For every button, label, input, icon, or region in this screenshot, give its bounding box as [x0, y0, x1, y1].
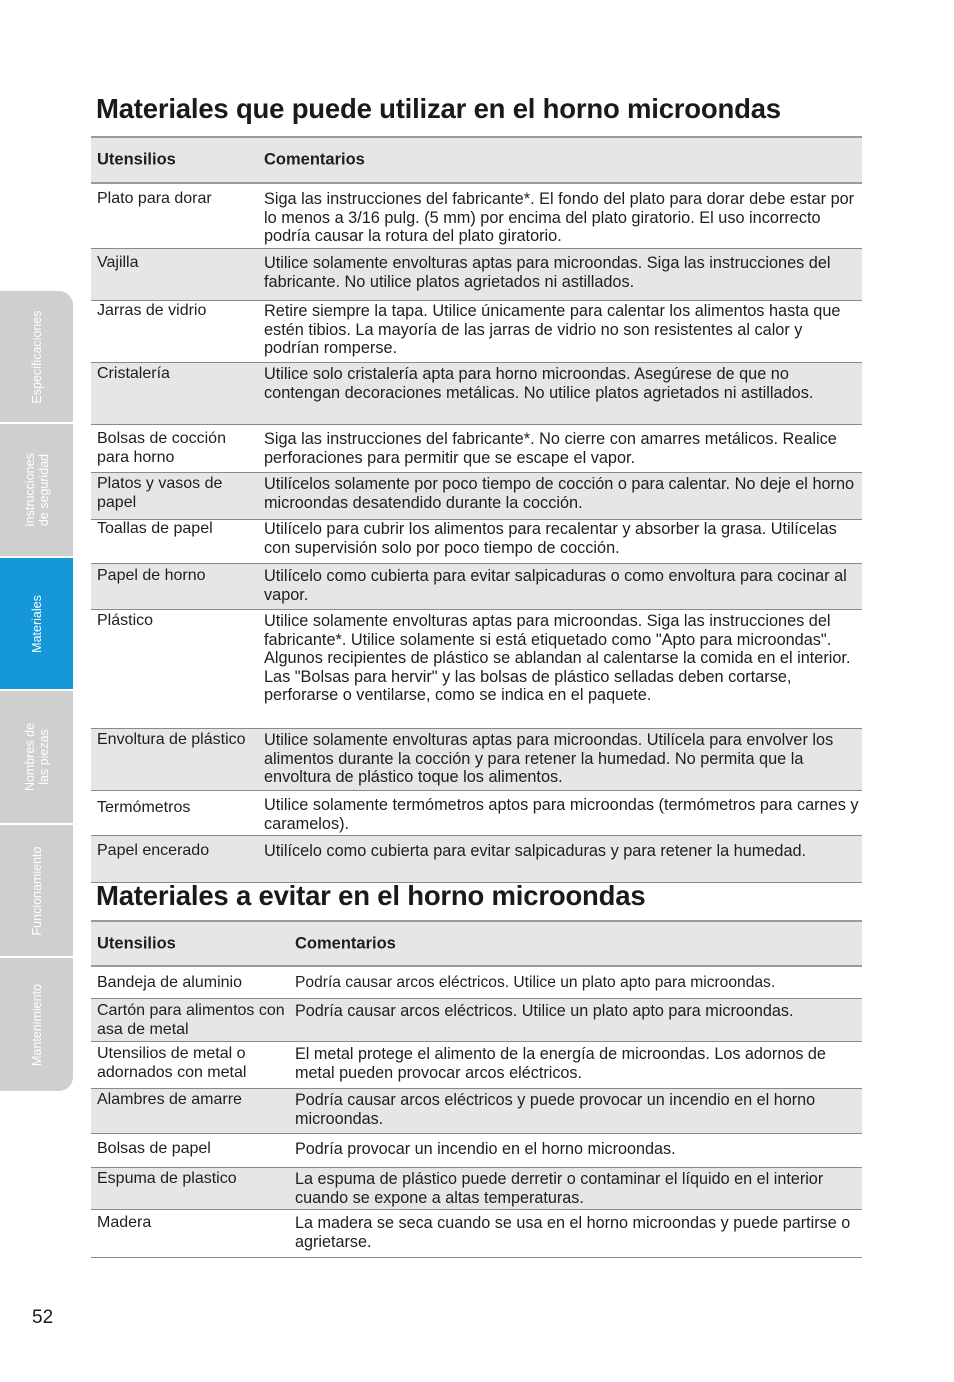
comment-cell: Siga las instrucciones del fabricante*. El fondo del plato para dorar debe estar por lo menos a 3/16 pulg. (5 mm) por encima del plato giratorio. El uso incorrecto podría causar la rotura del plato giratorio.: [264, 190, 855, 246]
comment-cell: Podría causar arcos eléctricos. Utilice un plato apto para microondas.: [295, 974, 776, 991]
comment-cell: Podría causar arcos eléctricos y puede provocar un incendio en el horno microondas.: [295, 1091, 816, 1128]
utensil-cell: Cristalería: [97, 365, 170, 382]
allowed-materials-table: [91, 138, 862, 883]
table-row: [91, 1168, 862, 1210]
utensil-cell: Plato para dorar: [97, 190, 212, 207]
comment-cell: Utilice solamente envolturas aptas para microondas. Siga las instrucciones del fabricante. No utilice platos agrietados ni astillados.: [264, 254, 831, 291]
utensil-cell: Madera: [97, 1214, 152, 1231]
tab-especificaciones[interactable]: [0, 291, 73, 424]
table-row: [91, 184, 862, 249]
utensil-cell: Bandeja de aluminio: [97, 974, 242, 991]
utensil-cell: Platos y vasos de papel: [97, 475, 223, 511]
table-row: [91, 836, 862, 883]
page-number: 52: [32, 1307, 54, 1328]
tab-mantenimiento[interactable]: [0, 958, 73, 1091]
utensil-cell: Cartón para alimentos con asa de metal: [97, 1002, 285, 1038]
utensil-cell: Plástico: [97, 612, 154, 629]
comment-cell: La espuma de plástico puede derretir o contaminar el líquido en el interior cuando se expone a altas temperaturas.: [295, 1170, 824, 1207]
table-header: [91, 922, 862, 967]
section-title: Materiales que puede utilizar en el horno microondas: [96, 93, 781, 124]
table-header: [91, 138, 862, 184]
comment-cell: Podría provocar un incendio en el horno microondas.: [295, 1140, 676, 1158]
comment-cell: Utilice solamente envolturas aptas para microondas. Siga las instrucciones del fabricante*. Utilice solamente si está etiquetado como "Apto para microondas". Algunos recipientes de plástico se ablandan al calentarse la comida en el interior. Las "Bolsas para hervir" y las bolsas de plástico selladas deben cortarse, perforarse o ventilarse, como se indica en el paquete.: [264, 612, 851, 705]
table-row: [91, 1210, 862, 1258]
utensil-cell: Toallas de papel: [97, 520, 213, 537]
comment-cell: La madera se seca cuando se usa en el horno microondas y puede partirse o agrietarse.: [295, 1214, 851, 1251]
utensil-cell: Termómetros: [97, 799, 191, 816]
tab-label: Instrucciones de seguridad: [22, 453, 51, 527]
utensil-cell: Bolsas de cocción para horno: [97, 430, 226, 466]
tab-materiales[interactable]: [0, 558, 73, 691]
tab-label: Mantenimiento: [29, 983, 44, 1066]
utensil-cell: Bolsas de papel: [97, 1140, 211, 1157]
section-side-tabs: [0, 291, 73, 1091]
table-row: [91, 425, 862, 473]
comment-cell: Siga las instrucciones del fabricante*. No cierre con amarres metálicos. Realice perforaciones para permitir que se escape el vapor.: [264, 430, 837, 467]
column-header-comments: Comentarios: [264, 150, 365, 169]
tab-funcionamiento[interactable]: [0, 825, 73, 958]
utensil-cell: Papel encerado: [97, 842, 210, 859]
comment-cell: Utilícelos solamente por poco tiempo de cocción o para calentar. No deje el horno microondas desatendido durante la cocción.: [264, 475, 855, 512]
table-row: [91, 249, 862, 301]
utensil-cell: Espuma de plastico: [97, 1170, 237, 1187]
comment-cell: Utilícelo como cubierta para evitar salpicaduras y para retener la humedad.: [264, 842, 807, 860]
section-title: Materiales a evitar en el horno microondas: [96, 880, 646, 911]
table-row: [91, 729, 862, 791]
comment-cell: Utilícelo para cubrir los alimentos para recalentar y absorber la grasa. Utilícelas con supervisión solo por poco tiempo de cocción.: [264, 520, 837, 557]
comment-cell: Utilice solo cristalería apta para horno microondas. Asegúrese de que no contengan decoraciones metálicas. No utilice platos agrietados ni astillados.: [264, 365, 814, 402]
comment-cell: Utilice solamente termómetros aptos para microondas (termómetros para carnes y caramelos).: [264, 796, 859, 833]
avoid-materials-table: [91, 922, 862, 1258]
comment-cell: Podría causar arcos eléctricos. Utilice un plato apto para microondas.: [295, 1002, 794, 1020]
comment-cell: El metal protege el alimento de la energía de microondas. Los adornos de metal pueden provocar arcos eléctricos.: [295, 1045, 826, 1082]
tab-label: Nombres de las piezas: [22, 722, 51, 792]
table-row: [91, 1042, 862, 1089]
comment-cell: Utilice solamente envolturas aptas para microondas. Utilícela para envolver los alimentos durante la cocción y para retener la humedad. No permita que la envoltura de plástico toque los alimentos.: [264, 731, 834, 787]
table-row: [91, 1134, 862, 1168]
table-row: [91, 301, 862, 363]
table-row: [91, 610, 862, 729]
table-row: [91, 363, 862, 425]
utensil-cell: Alambres de amarre: [97, 1091, 242, 1108]
utensil-cell: Vajilla: [97, 254, 139, 271]
tab-label: Funcionamiento: [29, 846, 44, 935]
column-header-utensils: Utensilios: [97, 934, 176, 953]
tab-label: Materiales: [29, 594, 44, 653]
table-row: [91, 1089, 862, 1134]
column-header-comments: Comentarios: [295, 934, 396, 953]
tab-nombres-de-las-piezas[interactable]: [0, 691, 73, 825]
utensil-cell: Envoltura de plástico: [97, 731, 246, 748]
column-header-utensils: Utensilios: [97, 150, 176, 169]
utensil-cell: Papel de horno: [97, 567, 206, 584]
table-row: [91, 967, 862, 999]
table-row: [91, 791, 862, 836]
table-row: [91, 999, 862, 1042]
table-row: [91, 520, 862, 564]
comment-cell: Utilícelo como cubierta para evitar salpicaduras o como envoltura para cocinar al vapor.: [264, 567, 847, 604]
comment-cell: Retire siempre la tapa. Utilice únicamente para calentar los alimentos hasta que estén tibios. La mayoría de las jarras de vidrio no son resistentes al calor y podrían romperse.: [264, 302, 841, 358]
utensil-cell: Jarras de vidrio: [97, 302, 207, 319]
table-row: [91, 564, 862, 610]
tab-label: Especificaciones: [29, 309, 44, 404]
table-row: [91, 473, 862, 520]
tab-instrucciones-de-seguridad[interactable]: [0, 424, 73, 558]
utensil-cell: Utensilios de metal o adornados con metal: [97, 1045, 247, 1081]
